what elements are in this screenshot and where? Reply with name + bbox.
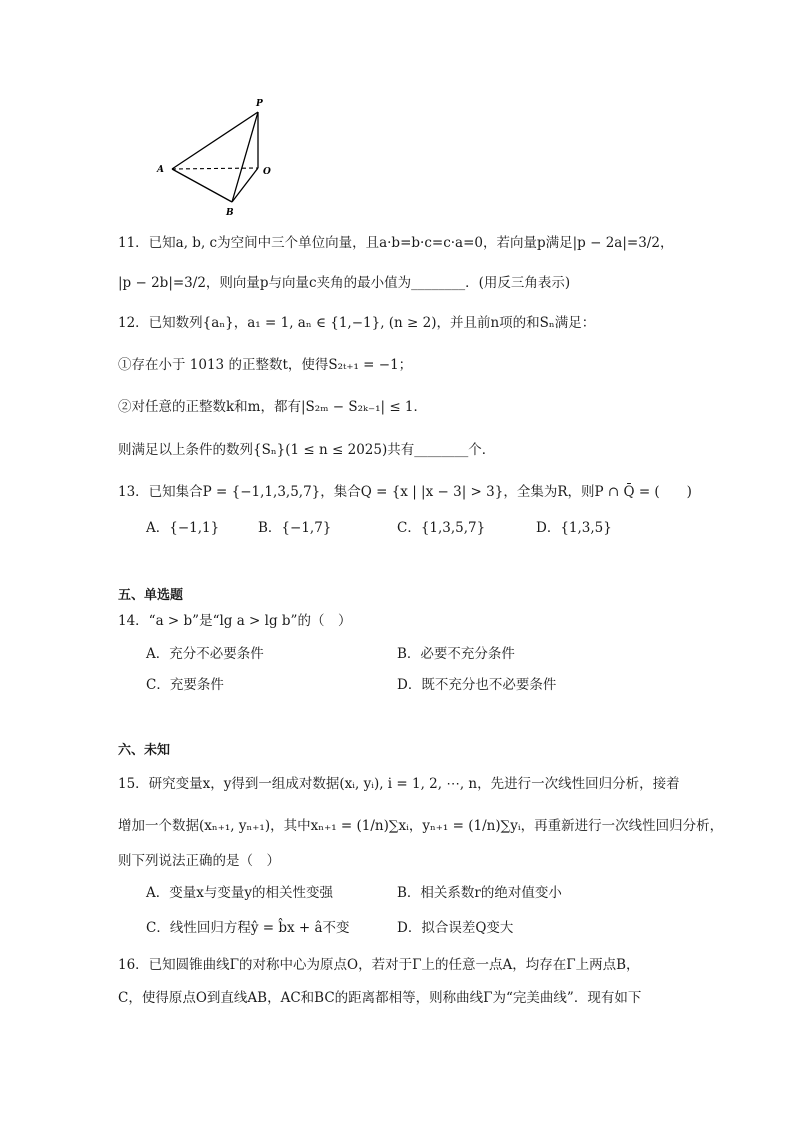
edge-pb	[232, 112, 258, 202]
q13-option-d[interactable]: D．{1,3,5}	[536, 520, 612, 536]
q15-option-c[interactable]: C．线性回归方程ŷ = b̂x + â不变	[146, 920, 350, 936]
q14-option-c[interactable]: C．充要条件	[146, 677, 224, 693]
q13-option-c[interactable]: C．{1,3,5,7}	[397, 520, 486, 536]
edge-pa	[172, 112, 258, 169]
section6-heading: 六、未知	[118, 743, 171, 758]
q11-line2: |p − 2b|=3/2，则向量p与向量c夹角的最小值为________．(用反三角表示)	[118, 275, 571, 291]
q14-stem: 14．“a > b”是“lg a > lg b”的（ ）	[118, 613, 352, 629]
q12-line2: ①存在小于 1013 的正整数t，使得S₂ₜ₊₁ = −1；	[118, 357, 413, 373]
label-a: A	[157, 165, 164, 175]
q15-line2: 增加一个数据(xₙ₊₁, yₙ₊₁)，其中xₙ₊₁ = (1/n)∑xᵢ，yₙ₊₁ = (1/n)∑yᵢ，再重新进行一次线性回归分析，	[118, 818, 724, 834]
q12-line1: 12．已知数列{aₙ}，a₁ = 1, aₙ ∈ {1,−1}, (n ≥ 2)，并且前n项的和Sₙ满足：	[118, 315, 596, 331]
q13-option-a[interactable]: A．{−1,1}	[146, 520, 220, 536]
section5-heading: 五、单选题	[118, 588, 184, 603]
q13-stem: 13．已知集合P = {−1,1,3,5,7}，集合Q = {x | |x − 3| > 3}，全集为R，则P ∩ Q̄ = ( )	[118, 484, 692, 500]
q15-option-a[interactable]: A．变量x与变量y的相关性变强	[146, 885, 333, 901]
label-o: O	[263, 167, 271, 177]
tetrahedron-figure	[150, 94, 280, 228]
edge-ab	[172, 169, 232, 202]
q15-line3: 则下列说法正确的是（ ）	[118, 853, 280, 869]
q12-line3: ②对任意的正整数k和m，都有|S₂ₘ − S₂ₖ₋₁| ≤ 1．	[118, 399, 428, 415]
q15-option-d[interactable]: D．拟合误差Q变大	[397, 920, 514, 936]
label-b: B	[226, 208, 234, 218]
q16-line2: C，使得原点O到直线AB，AC和BC的距离都相等，则称曲线Γ为“完美曲线”．现有如下	[118, 990, 642, 1006]
q15-option-b[interactable]: B．相关系数r的绝对值变小	[397, 885, 562, 901]
q13-option-b[interactable]: B．{−1,7}	[258, 520, 332, 536]
q11-line1: 11．已知a, b, c为空间中三个单位向量，且a·b=b·c=c·a=0，若向量p满足|p − 2a|=3/2，	[118, 235, 674, 251]
q16-line1: 16．已知圆锥曲线Γ的对称中心为原点O，若对于Γ上的任意一点A，均存在Γ上两点B，	[118, 957, 640, 973]
q14-option-b[interactable]: B．必要不充分条件	[397, 646, 515, 662]
q14-option-a[interactable]: A．充分不必要条件	[146, 646, 264, 662]
edge-ob	[232, 168, 258, 202]
q15-line1: 15．研究变量x，y得到一组成对数据(xᵢ, yᵢ), i = 1, 2, ⋯, n，先进行一次线性回归分析，接着	[118, 776, 680, 792]
q14-option-d[interactable]: D．既不充分也不必要条件	[397, 677, 557, 693]
edge-ao	[172, 168, 258, 169]
q12-line4: 则满足以上条件的数列{Sₙ}(1 ≤ n ≤ 2025)共有________个．	[118, 442, 496, 458]
label-p: P	[256, 99, 263, 109]
